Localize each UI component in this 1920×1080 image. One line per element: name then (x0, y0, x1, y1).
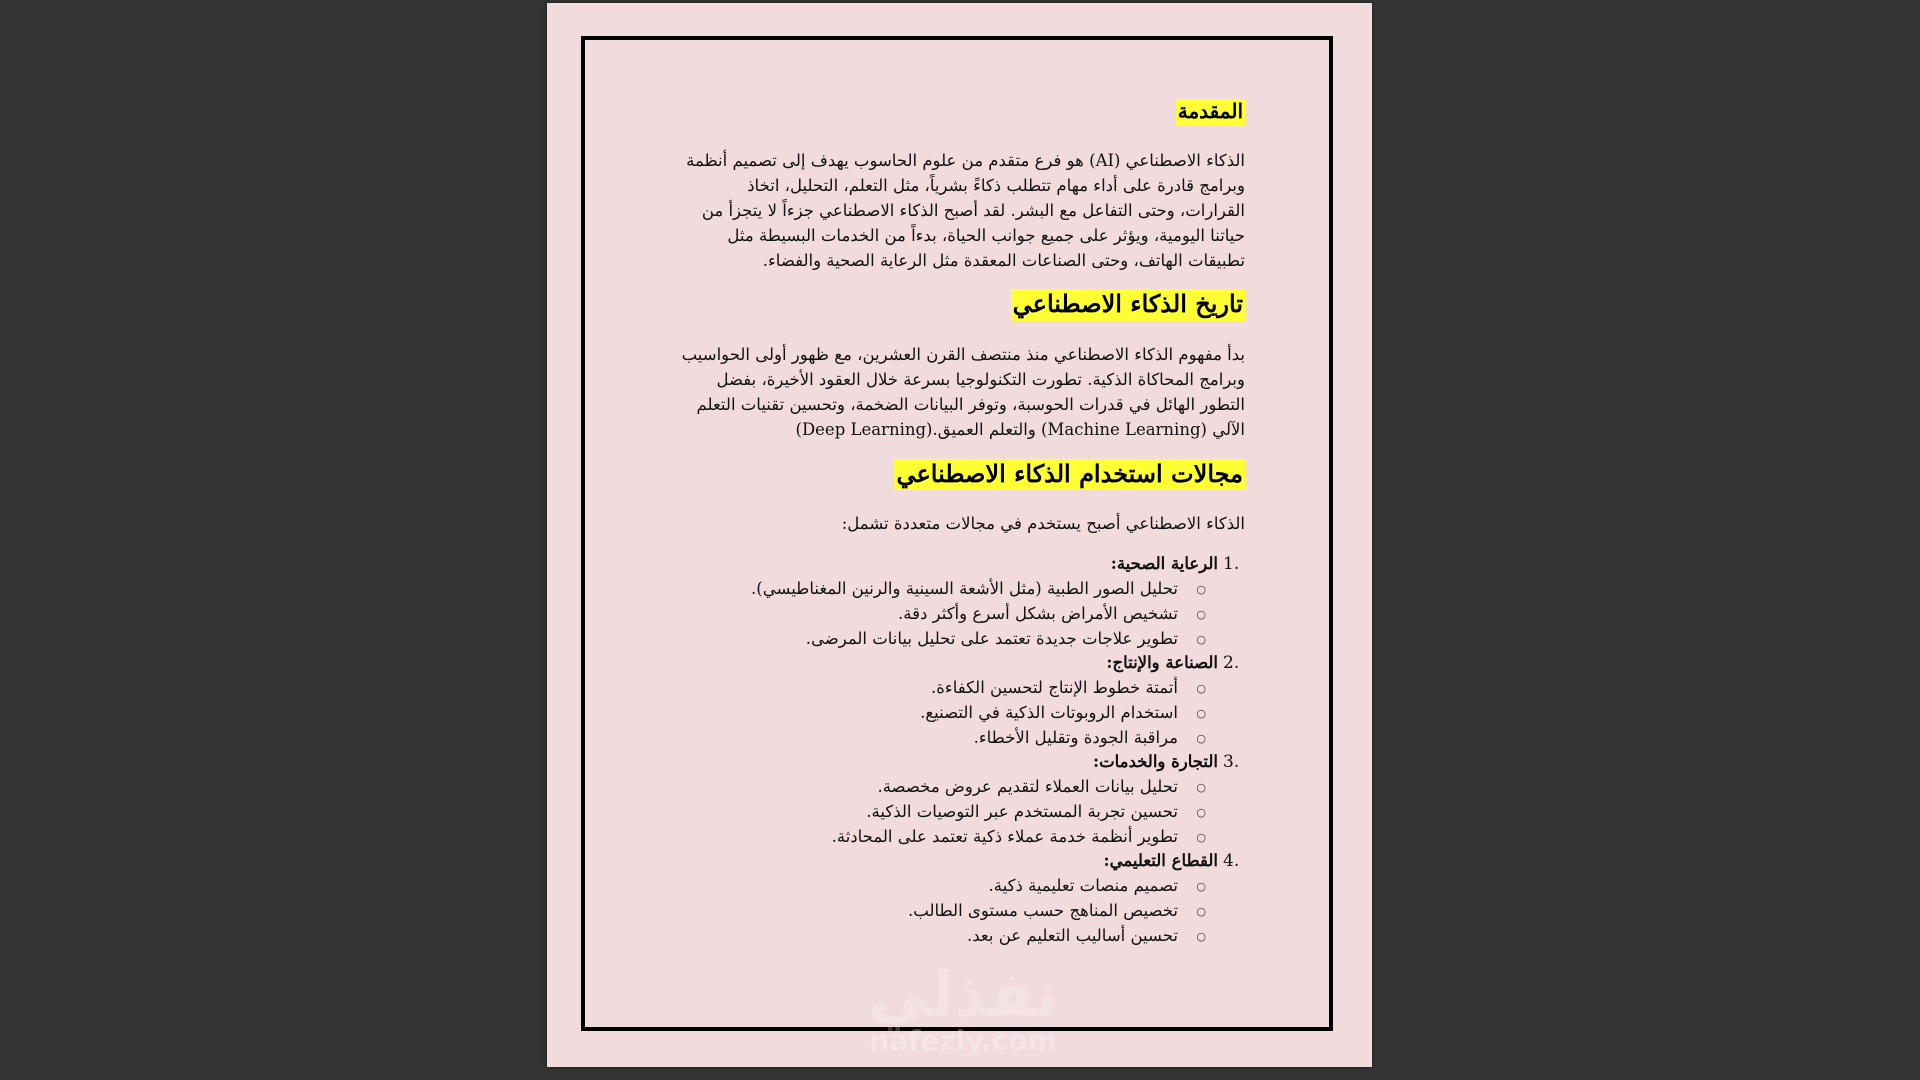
history-heading: تاريخ الذكاء الاصطناعي (1011, 289, 1245, 321)
document-content (679, 99, 1245, 948)
circle-bullet-icon: ○ (1196, 682, 1206, 696)
list-item: ○ تخصيص المناهج حسب مستوى الطالب. (679, 898, 1218, 923)
category-industry (679, 651, 1240, 750)
watermark-logo: نفذلي (868, 958, 1058, 1031)
category-items (679, 873, 1218, 948)
category-title: الصناعة والإنتاج: (1106, 653, 1218, 673)
watermark-url: nafezly.com (869, 1024, 1057, 1057)
list-item: ○ تحليل الصور الطبية (مثل الأشعة السينية والرنين المغناطيسي). (679, 576, 1218, 601)
circle-bullet-icon: ○ (1196, 930, 1206, 944)
category-title: التجارة والخدمات: (1092, 752, 1218, 772)
circle-bullet-icon: ○ (1196, 583, 1206, 597)
category-number: 2. (1223, 653, 1240, 674)
list-item: ○ تصميم منصات تعليمية ذكية. (679, 873, 1218, 898)
list-item: ○ تحسين تجربة المستخدم عبر التوصيات الذكية. (679, 799, 1218, 824)
circle-bullet-icon: ○ (1196, 633, 1206, 647)
category-number: 1. (1223, 554, 1240, 575)
history-heading-wrap (679, 289, 1245, 321)
category-title: القطاع التعليمي: (1103, 851, 1218, 871)
circle-bullet-icon: ○ (1196, 707, 1206, 721)
history-paragraph: بدأ مفهوم الذكاء الاصطناعي منذ منتصف القرن العشرين، مع ظهور أولى الحواسيب وبرامج المحاكاة الذكية. تطورت التكنولوجيا بسرعة خلال العقود الأخيرة، بفضل التطور الهائل في قدرات الحوسبة، وتوفر البيانات الضخمة، وتحسين تقنيات التعلم الآلي (Machine Learning) والتعلم العميق.(Deep Learning) (681, 344, 1245, 439)
list-item: ○ تحسين أساليب التعليم عن بعد. (679, 923, 1218, 948)
category-number: 4. (1223, 851, 1240, 872)
category-title: الرعاية الصحية: (1110, 554, 1218, 574)
uses-category-list (679, 552, 1245, 948)
category-items (679, 576, 1218, 651)
intro-heading-wrap (679, 99, 1245, 126)
category-items (679, 774, 1218, 849)
category-items (679, 675, 1218, 750)
uses-heading: مجالات استخدام الذكاء الاصطناعي (894, 459, 1245, 491)
circle-bullet-icon: ○ (1196, 880, 1206, 894)
list-item: ○ تشخيص الأمراض بشكل أسرع وأكثر دقة. (679, 601, 1218, 626)
intro-paragraph: الذكاء الاصطناعي (AI) هو فرع متقدم من علوم الحاسوب يهدف إلى تصميم أنظمة وبرامج قادرة على أداء مهام تتطلب ذكاءً بشرياً، مثل التعلم، التحليل، اتخاذ القرارات، وحتى التفاعل مع البشر. لقد أصبح الذكاء الاصطناعي جزءاً لا يتجزأ من حياتنا اليومية، ويؤثر على جميع جوانب الحياة، بدءاً من الخدمات البسيطة مثل تطبيقات الهاتف، وحتى الصناعات المعقدة مثل الرعاية الصحية والفضاء. (686, 151, 1245, 270)
uses-intro-paragraph: الذكاء الاصطناعي أصبح يستخدم في مجالات متعددة تشمل: (841, 514, 1245, 534)
list-item: ○ تحليل بيانات العملاء لتقديم عروض مخصصة. (679, 774, 1218, 799)
circle-bullet-icon: ○ (1196, 781, 1206, 795)
uses-heading-wrap (679, 459, 1245, 491)
intro-heading: المقدمة (1176, 99, 1245, 126)
circle-bullet-icon: ○ (1196, 806, 1206, 820)
list-item: ○ تطوير علاجات جديدة تعتمد على تحليل بيانات المرضى. (679, 626, 1218, 651)
category-healthcare (679, 552, 1240, 651)
list-item: ○ تطوير أنظمة خدمة عملاء ذكية تعتمد على المحادثة. (679, 824, 1218, 849)
circle-bullet-icon: ○ (1196, 732, 1206, 746)
document-page (547, 3, 1372, 1067)
category-education (679, 849, 1240, 948)
list-item: ○ استخدام الروبوتات الذكية في التصنيع. (679, 700, 1218, 725)
circle-bullet-icon: ○ (1196, 905, 1206, 919)
list-item: ○ مراقبة الجودة وتقليل الأخطاء. (679, 725, 1218, 750)
category-number: 3. (1223, 752, 1240, 773)
circle-bullet-icon: ○ (1196, 608, 1206, 622)
list-item: ○ أتمتة خطوط الإنتاج لتحسين الكفاءة. (679, 675, 1218, 700)
circle-bullet-icon: ○ (1196, 831, 1206, 845)
category-commerce (679, 750, 1240, 849)
